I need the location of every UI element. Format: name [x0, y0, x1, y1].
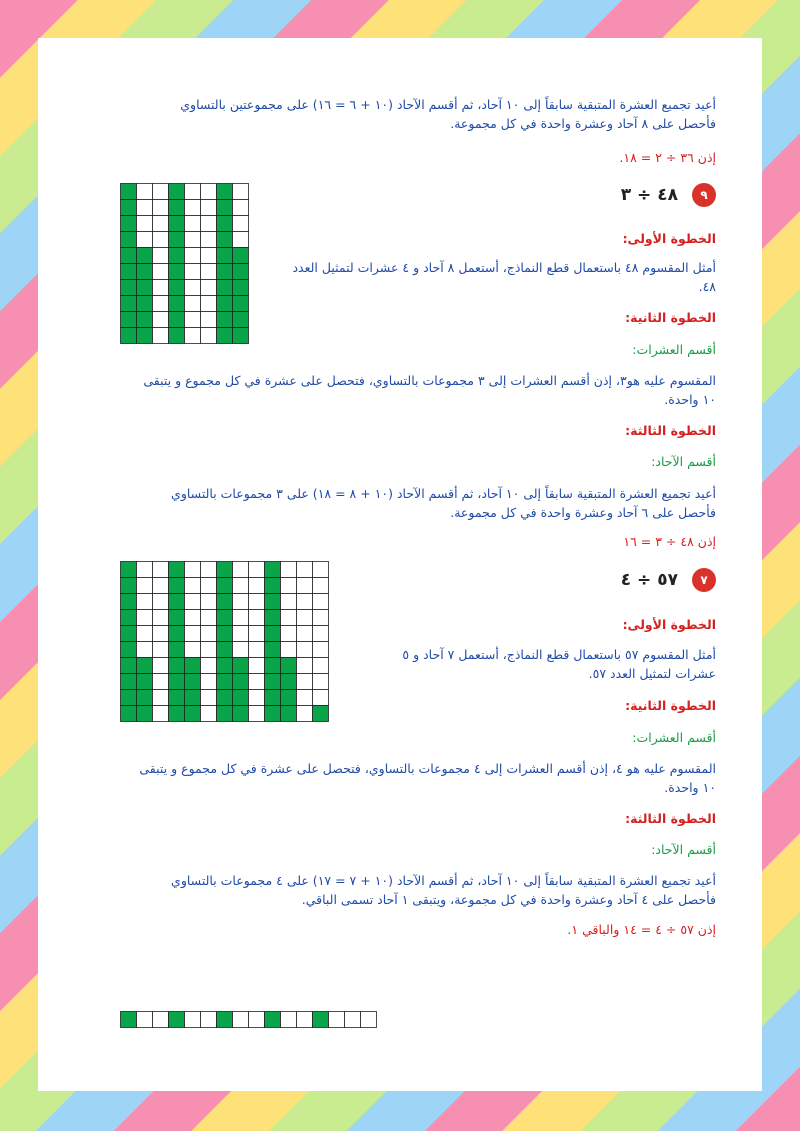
filled-cell — [217, 610, 233, 626]
empty-cell — [153, 264, 169, 280]
filled-cell — [121, 658, 137, 674]
empty-cell — [137, 232, 153, 248]
empty-cell — [313, 594, 329, 610]
filled-cell — [217, 216, 233, 232]
filled-cell — [169, 594, 185, 610]
filled-cell — [121, 200, 137, 216]
empty-cell — [297, 610, 313, 626]
filled-cell — [121, 594, 137, 610]
filled-cell — [137, 248, 153, 264]
empty-cell — [297, 674, 313, 690]
filled-cell — [217, 594, 233, 610]
empty-cell — [233, 578, 249, 594]
empty-cell — [153, 216, 169, 232]
empty-cell — [249, 578, 265, 594]
empty-cell — [153, 1012, 169, 1028]
step-2-title: الخطوة الثانية: — [625, 698, 716, 713]
filled-cell — [169, 706, 185, 722]
empty-cell — [185, 248, 201, 264]
filled-cell — [217, 328, 233, 344]
empty-cell — [233, 1012, 249, 1028]
empty-cell — [137, 578, 153, 594]
empty-cell — [201, 264, 217, 280]
filled-cell — [185, 706, 201, 722]
filled-cell — [265, 1012, 281, 1028]
empty-cell — [137, 562, 153, 578]
filled-cell — [265, 642, 281, 658]
empty-cell — [185, 216, 201, 232]
filled-cell — [137, 706, 153, 722]
filled-cell — [169, 232, 185, 248]
filled-cell — [281, 690, 297, 706]
intro-line-1: أعيد تجميع العشرة المتبقية سابقاً إلى ١٠ آحاد، ثم أقسم الآحاد (١٠ + ٦ = ١٦) على مجموعتين بالتساوي — [180, 97, 716, 112]
empty-cell — [233, 626, 249, 642]
empty-cell — [201, 706, 217, 722]
filled-cell — [217, 706, 233, 722]
filled-cell — [169, 674, 185, 690]
empty-cell — [313, 626, 329, 642]
empty-cell — [313, 562, 329, 578]
filled-cell — [137, 690, 153, 706]
filled-cell — [265, 610, 281, 626]
empty-cell — [297, 706, 313, 722]
problem-2-result: إذن ٥٧ ÷ ٤ = ١٤ والباقي ١. — [567, 922, 716, 937]
empty-cell — [345, 1012, 361, 1028]
step-1-text — [292, 258, 716, 296]
empty-cell — [137, 216, 153, 232]
filled-cell — [169, 328, 185, 344]
problem-number-badge: ٩ — [692, 183, 716, 207]
empty-cell — [329, 1012, 345, 1028]
filled-cell — [185, 658, 201, 674]
filled-cell — [233, 706, 249, 722]
step-3-line-1: أعيد تجميع العشرة المتبقية سابقاً إلى ١٠ آحاد، ثم أقسم الآحاد (١٠ + ٨ = ١٨) على ٣ مجموعات بالتساوي — [171, 486, 716, 501]
filled-cell — [185, 690, 201, 706]
filled-cell — [233, 328, 249, 344]
filled-cell — [265, 674, 281, 690]
empty-cell — [281, 594, 297, 610]
filled-cell — [233, 264, 249, 280]
empty-cell — [201, 642, 217, 658]
filled-cell — [217, 1012, 233, 1028]
filled-cell — [265, 706, 281, 722]
empty-cell — [313, 690, 329, 706]
filled-cell — [169, 1012, 185, 1028]
filled-cell — [137, 312, 153, 328]
step-3-title: الخطوة الثالثة: — [625, 811, 716, 826]
step-1-line-2: عشرات لتمثيل العدد ٥٧. — [588, 666, 716, 681]
division-expression: ٥٧ ÷ ٤ — [620, 570, 678, 590]
filled-cell — [121, 1012, 137, 1028]
filled-cell — [169, 280, 185, 296]
empty-cell — [185, 642, 201, 658]
empty-cell — [249, 674, 265, 690]
step-2-line-2: ١٠ واحدة. — [664, 392, 716, 407]
filled-cell — [137, 674, 153, 690]
filled-cell — [169, 200, 185, 216]
empty-cell — [281, 578, 297, 594]
filled-cell — [169, 296, 185, 312]
empty-cell — [153, 674, 169, 690]
filled-cell — [217, 674, 233, 690]
empty-cell — [137, 200, 153, 216]
step-2-subtitle: أقسم العشرات: — [632, 730, 716, 745]
filled-cell — [313, 1012, 329, 1028]
filled-cell — [169, 562, 185, 578]
empty-cell — [153, 658, 169, 674]
step-1-title: الخطوة الأولى: — [622, 231, 716, 246]
step-2-text — [139, 759, 716, 797]
filled-cell — [169, 610, 185, 626]
filled-cell — [217, 296, 233, 312]
filled-cell — [121, 184, 137, 200]
problem-1-result: إذن ٤٨ ÷ ٣ = ١٦ — [623, 534, 716, 549]
empty-cell — [201, 312, 217, 328]
empty-cell — [361, 1012, 377, 1028]
empty-cell — [233, 200, 249, 216]
empty-cell — [249, 626, 265, 642]
empty-cell — [185, 328, 201, 344]
step-3-line-2: فأحصل على ٦ آحاد وعشرة واحدة في كل مجموعة. — [450, 505, 716, 520]
grid-svg — [120, 183, 249, 344]
filled-cell — [121, 610, 137, 626]
empty-cell — [297, 594, 313, 610]
empty-cell — [153, 328, 169, 344]
filled-cell — [265, 578, 281, 594]
step-2-line-1: المقسوم عليه هو ٤، إذن أقسم العشرات إلى ٤ مجموعات بالتساوي، فتحصل على عشرة في كل مجموع و يتبقى — [139, 761, 716, 776]
empty-cell — [153, 578, 169, 594]
filled-cell — [265, 658, 281, 674]
empty-cell — [249, 610, 265, 626]
filled-cell — [217, 264, 233, 280]
empty-cell — [153, 626, 169, 642]
empty-cell — [249, 658, 265, 674]
empty-cell — [201, 184, 217, 200]
filled-cell — [121, 296, 137, 312]
filled-cell — [265, 594, 281, 610]
empty-cell — [313, 578, 329, 594]
empty-cell — [185, 312, 201, 328]
empty-cell — [201, 578, 217, 594]
filled-cell — [169, 248, 185, 264]
empty-cell — [297, 562, 313, 578]
filled-cell — [281, 658, 297, 674]
empty-cell — [137, 1012, 153, 1028]
empty-cell — [201, 232, 217, 248]
filled-cell — [121, 248, 137, 264]
empty-cell — [201, 200, 217, 216]
empty-cell — [297, 626, 313, 642]
empty-cell — [185, 562, 201, 578]
empty-cell — [137, 642, 153, 658]
empty-cell — [249, 642, 265, 658]
filled-cell — [233, 280, 249, 296]
filled-cell — [217, 312, 233, 328]
filled-cell — [121, 562, 137, 578]
empty-cell — [185, 1012, 201, 1028]
step-1-line-1: أمثل المقسوم ٤٨ باستعمال قطع النماذج، أستعمل ٨ آحاد و ٤ عشرات لتمثيل العدد — [292, 260, 716, 275]
filled-cell — [169, 578, 185, 594]
step-3-subtitle: أقسم الآحاد: — [651, 454, 716, 469]
empty-cell — [297, 1012, 313, 1028]
empty-cell — [153, 610, 169, 626]
empty-cell — [153, 296, 169, 312]
empty-cell — [233, 642, 249, 658]
filled-cell — [169, 626, 185, 642]
empty-cell — [233, 610, 249, 626]
empty-cell — [313, 658, 329, 674]
step-3-subtitle: أقسم الآحاد: — [651, 842, 716, 857]
empty-cell — [185, 296, 201, 312]
empty-cell — [313, 642, 329, 658]
step-1-line-2: ٤٨. — [698, 279, 716, 294]
empty-cell — [249, 594, 265, 610]
empty-cell — [297, 690, 313, 706]
empty-cell — [137, 184, 153, 200]
empty-cell — [201, 626, 217, 642]
place-value-grid-57 — [120, 561, 329, 722]
step-3-line-2: فأحصل على ٤ آحاد وعشرة واحدة في كل مجموعة، ويتبقى ١ آحاد تسمى الباقي. — [301, 892, 716, 907]
step-1-text — [402, 645, 716, 683]
filled-cell — [137, 264, 153, 280]
filled-cell — [265, 626, 281, 642]
filled-cell — [121, 674, 137, 690]
filled-cell — [121, 312, 137, 328]
empty-cell — [185, 594, 201, 610]
filled-cell — [217, 578, 233, 594]
step-2-line-2: ١٠ واحدة. — [664, 780, 716, 795]
empty-cell — [185, 200, 201, 216]
filled-cell — [217, 626, 233, 642]
empty-cell — [201, 296, 217, 312]
empty-cell — [137, 626, 153, 642]
filled-cell — [217, 658, 233, 674]
filled-cell — [217, 184, 233, 200]
empty-cell — [281, 642, 297, 658]
empty-cell — [281, 562, 297, 578]
empty-cell — [185, 184, 201, 200]
filled-cell — [169, 658, 185, 674]
empty-cell — [153, 594, 169, 610]
filled-cell — [233, 690, 249, 706]
filled-cell — [233, 658, 249, 674]
filled-cell — [217, 562, 233, 578]
filled-cell — [121, 216, 137, 232]
empty-cell — [201, 216, 217, 232]
empty-cell — [137, 610, 153, 626]
place-value-grid-48 — [120, 183, 249, 344]
empty-cell — [185, 280, 201, 296]
filled-cell — [233, 296, 249, 312]
filled-cell — [217, 248, 233, 264]
empty-cell — [297, 642, 313, 658]
intro-line-2: فأحصل على ٨ آحاد وعشرة واحدة في كل مجموعة. — [450, 116, 716, 131]
filled-cell — [121, 280, 137, 296]
empty-cell — [201, 562, 217, 578]
step-3-title: الخطوة الثالثة: — [625, 423, 716, 438]
empty-cell — [185, 264, 201, 280]
empty-cell — [153, 642, 169, 658]
empty-cell — [153, 232, 169, 248]
filled-cell — [265, 562, 281, 578]
empty-cell — [201, 280, 217, 296]
filled-cell — [169, 216, 185, 232]
step-2-line-1: المقسوم عليه هو٣، إذن أقسم العشرات إلى ٣ مجموعات بالتساوي، فتحصل على عشرة في كل مجموع و يتبقى — [143, 373, 716, 388]
filled-cell — [217, 280, 233, 296]
step-2-text — [143, 371, 716, 409]
step-3-line-1: أعيد تجميع العشرة المتبقية سابقاً إلى ١٠ آحاد، ثم أقسم الآحاد (١٠ + ٧ = ١٧) على ٤ مجموعات بالتساوي — [171, 873, 716, 888]
filled-cell — [217, 200, 233, 216]
empty-cell — [233, 562, 249, 578]
filled-cell — [137, 280, 153, 296]
empty-cell — [233, 184, 249, 200]
division-expression: ٤٨ ÷ ٣ — [620, 185, 678, 205]
filled-cell — [265, 690, 281, 706]
filled-cell — [137, 296, 153, 312]
problem-1-header — [621, 183, 716, 207]
empty-cell — [153, 248, 169, 264]
empty-cell — [201, 610, 217, 626]
empty-cell — [153, 690, 169, 706]
empty-cell — [153, 200, 169, 216]
filled-cell — [121, 232, 137, 248]
empty-cell — [281, 1012, 297, 1028]
step-2-subtitle: أقسم العشرات: — [632, 342, 716, 357]
filled-cell — [121, 264, 137, 280]
empty-cell — [233, 594, 249, 610]
filled-cell — [217, 642, 233, 658]
empty-cell — [201, 1012, 217, 1028]
intro-paragraph — [180, 95, 716, 133]
empty-cell — [137, 594, 153, 610]
empty-cell — [153, 312, 169, 328]
empty-cell — [297, 658, 313, 674]
filled-cell — [169, 264, 185, 280]
empty-cell — [249, 1012, 265, 1028]
grid-svg — [120, 561, 329, 722]
step-1-line-1: أمثل المقسوم ٥٧ باستعمال قطع النماذج، أستعمل ٧ آحاد و ٥ — [402, 647, 716, 662]
filled-cell — [121, 642, 137, 658]
empty-cell — [313, 610, 329, 626]
filled-cell — [233, 312, 249, 328]
empty-cell — [201, 248, 217, 264]
problem-number-badge: ٧ — [692, 568, 716, 592]
grid-svg — [120, 1011, 377, 1028]
filled-cell — [137, 328, 153, 344]
step-3-text — [171, 871, 716, 909]
filled-cell — [217, 232, 233, 248]
filled-cell — [281, 706, 297, 722]
problem-2-header — [621, 568, 716, 592]
empty-cell — [201, 658, 217, 674]
empty-cell — [233, 216, 249, 232]
filled-cell — [233, 674, 249, 690]
filled-cell — [185, 674, 201, 690]
filled-cell — [121, 690, 137, 706]
empty-cell — [153, 562, 169, 578]
empty-cell — [185, 232, 201, 248]
filled-cell — [169, 642, 185, 658]
empty-cell — [249, 690, 265, 706]
empty-cell — [153, 184, 169, 200]
step-2-title: الخطوة الثانية: — [625, 310, 716, 325]
filled-cell — [217, 690, 233, 706]
intro-result: إذن ٣٦ ÷ ٢ = ١٨. — [619, 150, 716, 165]
filled-cell — [121, 626, 137, 642]
filled-cell — [169, 184, 185, 200]
filled-cell — [233, 248, 249, 264]
empty-cell — [201, 328, 217, 344]
ones-strip-grid — [120, 1011, 377, 1028]
step-1-title: الخطوة الأولى: — [622, 617, 716, 632]
empty-cell — [185, 578, 201, 594]
empty-cell — [249, 562, 265, 578]
filled-cell — [169, 690, 185, 706]
step-3-text — [171, 484, 716, 522]
filled-cell — [137, 658, 153, 674]
empty-cell — [185, 626, 201, 642]
empty-cell — [153, 706, 169, 722]
filled-cell — [121, 328, 137, 344]
filled-cell — [313, 706, 329, 722]
filled-cell — [121, 578, 137, 594]
empty-cell — [153, 280, 169, 296]
empty-cell — [297, 578, 313, 594]
filled-cell — [281, 674, 297, 690]
empty-cell — [281, 626, 297, 642]
filled-cell — [169, 312, 185, 328]
empty-cell — [249, 706, 265, 722]
empty-cell — [233, 232, 249, 248]
empty-cell — [313, 674, 329, 690]
empty-cell — [201, 594, 217, 610]
empty-cell — [185, 610, 201, 626]
filled-cell — [121, 706, 137, 722]
empty-cell — [201, 690, 217, 706]
empty-cell — [281, 610, 297, 626]
empty-cell — [201, 674, 217, 690]
